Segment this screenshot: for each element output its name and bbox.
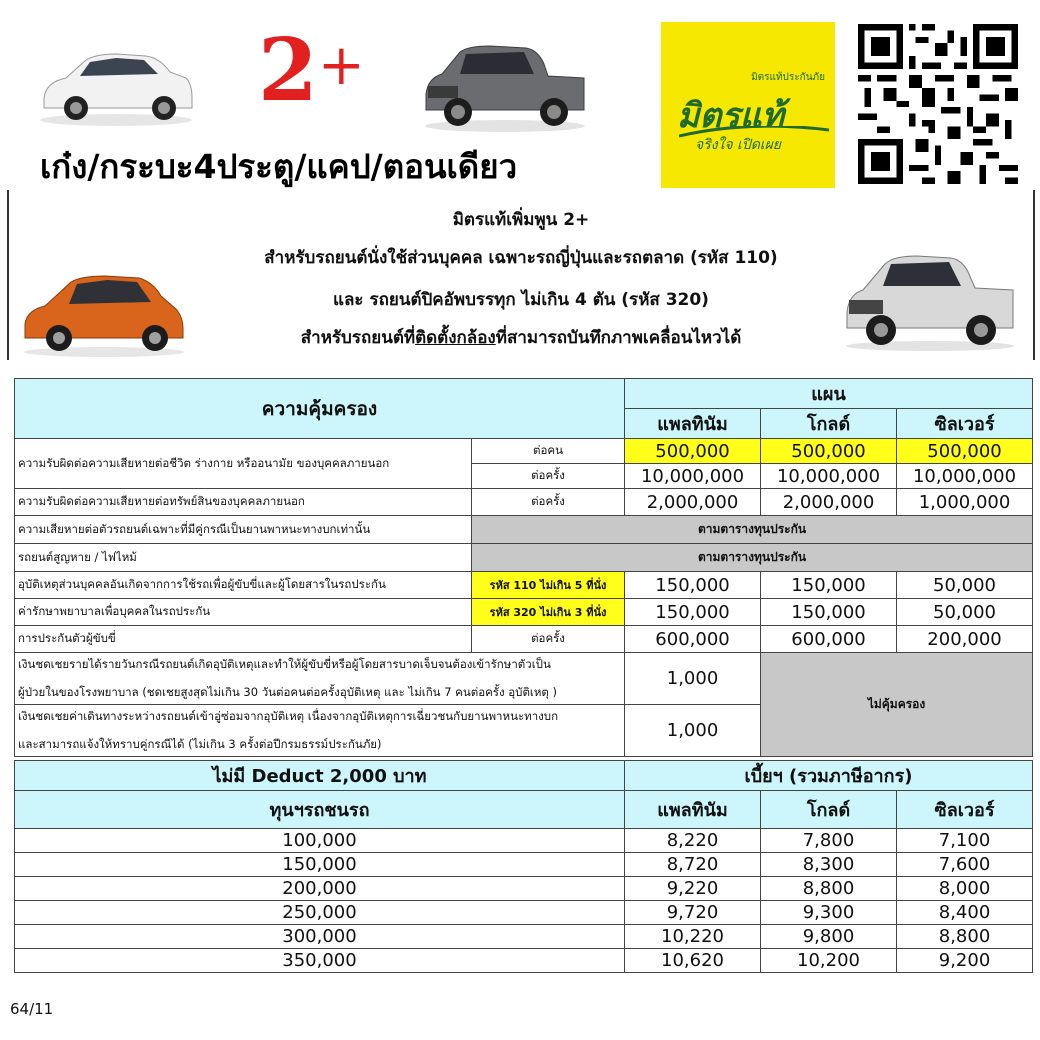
table-cell: 150,000 <box>15 853 625 877</box>
table-cell: 600,000 <box>761 626 897 653</box>
table-cell: 150,000 <box>625 572 761 599</box>
theft-fire-value: ตามตารางทุนประกัน <box>472 544 1033 572</box>
per-accident-unit: ต่อครั้ง <box>472 489 625 516</box>
table-cell: 150,000 <box>761 572 897 599</box>
table-cell: 8,800 <box>897 925 1033 949</box>
medical-expense-label: ค่ารักษาพยาบาลเพื่อบุคคลในรถประกัน <box>15 599 472 626</box>
table-cell: 2,000,000 <box>761 489 897 516</box>
table-cell: 10,620 <box>625 949 761 973</box>
table-cell: 10,200 <box>761 949 897 973</box>
table-cell: 7,800 <box>761 829 897 853</box>
own-damage-label: ความเสียหายต่อตัวรถยนต์เฉพาะที่มีคู่กรณีเป็นยานพาหนะทางบกเท่านั้น <box>15 516 472 544</box>
sedan-car-image <box>36 38 196 128</box>
table-cell: 500,000 <box>897 439 1033 464</box>
table-cell: 1,000 <box>625 705 761 757</box>
product-info-box <box>7 190 1035 360</box>
logo-small-text: มิตรแท้ประกันภัย <box>751 72 825 83</box>
table-cell: 8,300 <box>761 853 897 877</box>
per-accident-unit: ต่อครั้ง <box>472 464 625 489</box>
table-row <box>15 853 1033 877</box>
table-cell: 300,000 <box>15 925 625 949</box>
document-code: 64/11 <box>10 1000 54 1018</box>
table-cell: 10,220 <box>625 925 761 949</box>
plan-header: แผน <box>625 379 1033 409</box>
vehicle-types-headline: เก๋ง/กระบะ4ประตู/แคป/ตอนเดียว <box>40 147 518 186</box>
table-cell: 7,100 <box>897 829 1033 853</box>
plan-platinum-header: แพลทินัม <box>625 409 761 439</box>
table-cell: 350,000 <box>15 949 625 973</box>
sum-insured-header: ทุนฯรถชนรถ <box>15 791 625 829</box>
pickup-truck-image <box>420 38 590 133</box>
qr-code-icon[interactable] <box>858 24 1018 184</box>
table-cell: 10,000,000 <box>761 464 897 489</box>
not-covered-cell: ไม่คุ้มครอง <box>761 653 1033 757</box>
third-party-property-label: ความรับผิดต่อความเสียหายต่อทรัพย์สินของบุคคลภายนอก <box>15 489 472 516</box>
plan-platinum-header: แพลทินัม <box>625 791 761 829</box>
table-cell: 10,000,000 <box>625 464 761 489</box>
plan-silver-header: ซิลเวอร์ <box>897 409 1033 439</box>
coverage-table <box>14 378 1033 757</box>
camera-requirement-underlined: ติดตั้งกล้อง <box>415 328 496 348</box>
own-damage-value: ตามตารางทุนประกัน <box>472 516 1033 544</box>
table-row <box>15 877 1033 901</box>
table-cell: 500,000 <box>625 439 761 464</box>
table-cell: 600,000 <box>625 626 761 653</box>
table-cell: 9,800 <box>761 925 897 949</box>
premium-header: เบี้ยฯ (รวมภาษีอากร) <box>625 761 1033 791</box>
deductible-header: ไม่มี Deduct 2,000 บาท <box>15 761 625 791</box>
third-party-bodily-injury-label: ความรับผิดต่อความเสียหายต่อชีวิต ร่างกาย หรืออนามัย ของบุคคลภายนอก <box>15 439 472 489</box>
logo-swoosh-icon <box>679 126 829 138</box>
table-cell: 200,000 <box>897 626 1033 653</box>
coverage-header: ความคุ้มครอง <box>15 379 625 439</box>
table-cell: 200,000 <box>15 877 625 901</box>
per-accident-unit: ต่อครั้ง <box>472 626 625 653</box>
plan-silver-header: ซิลเวอร์ <box>897 791 1033 829</box>
table-cell: 8,220 <box>625 829 761 853</box>
plan-gold-header: โกลด์ <box>761 409 897 439</box>
plan-title: 2+ <box>258 20 365 121</box>
table-cell: 50,000 <box>897 599 1033 626</box>
plan-gold-header: โกลด์ <box>761 791 897 829</box>
table-cell: 2,000,000 <box>625 489 761 516</box>
table-row <box>15 925 1033 949</box>
table-cell: 500,000 <box>761 439 897 464</box>
premium-table <box>14 760 1033 973</box>
table-row <box>15 949 1033 973</box>
daily-income-compensation-label: เงินชดเชยรายได้รายวันกรณีรถยนต์เกิดอุบัติเหตุและทำให้ผู้ขับขี่หรือผู้โดยสารบาดเจ็บจนต้องเข้ารักษาตัวเป็น ผู้ป่วยในของโรงพยาบาล (ชดเชยสูงสุดไม่เกิน 30 วันต่อคนต่อครั้งอุบัติเหตุ และ ไม่เกิน 7 คนต่อครั้ง อุบัติเหตุ ) <box>15 653 625 705</box>
table-cell: 8,000 <box>897 877 1033 901</box>
company-logo <box>661 22 835 188</box>
table-cell: 100,000 <box>15 829 625 853</box>
travel-compensation-label: เงินชดเชยค่าเดินทางระหว่างรถยนต์เข้าอู่ซ่อมจากอุบัติเหตุ เนื่องจากอุบัติเหตุการเฉี่ยวชนกับยานพาหนะทางบก และสามารถแจ้งให้ทราบคู่กรณีได้ (ไม่เกิน 3 ครั้งต่อปีกรมธรรม์ประกันภัย) <box>15 705 625 757</box>
table-cell: 9,300 <box>761 901 897 925</box>
table-cell: 1,000,000 <box>897 489 1033 516</box>
product-name: มิตรแท้เพิ่มพูน 2+ <box>452 210 590 230</box>
logo-brand-text: มิตรแท้ <box>677 96 785 136</box>
table-cell: 9,200 <box>897 949 1033 973</box>
eligibility-line-1: สำหรับรถยนต์นั่งใช้ส่วนบุคคล เฉพาะรถญี่ปุ่นและรถตลาด (รหัส 110) <box>264 248 778 268</box>
table-row <box>15 901 1033 925</box>
seat-limit-320-badge: รหัส 320 ไม่เกิน 3 ที่นั่ง <box>472 599 625 626</box>
seat-limit-110-badge: รหัส 110 ไม่เกิน 5 ที่นั่ง <box>472 572 625 599</box>
per-person-unit: ต่อคน <box>472 439 625 464</box>
table-row <box>15 829 1033 853</box>
table-cell: 9,720 <box>625 901 761 925</box>
theft-fire-label: รถยนต์สูญหาย / ไฟไหม้ <box>15 544 472 572</box>
table-cell: 8,400 <box>897 901 1033 925</box>
table-cell: 8,720 <box>625 853 761 877</box>
table-cell: 1,000 <box>625 653 761 705</box>
table-cell: 150,000 <box>761 599 897 626</box>
table-cell: 250,000 <box>15 901 625 925</box>
personal-accident-label: อุบัติเหตุส่วนบุคคลอันเกิดจากการใช้รถเพื่อผู้ขับขี่และผู้โดยสารในรถประกัน <box>15 572 472 599</box>
table-cell: 150,000 <box>625 599 761 626</box>
table-cell: 8,800 <box>761 877 897 901</box>
table-cell: 7,600 <box>897 853 1033 877</box>
logo-slogan-text: จริงใจ เปิดเผย <box>695 137 782 153</box>
table-cell: 9,220 <box>625 877 761 901</box>
bail-bond-label: การประกันตัวผู้ขับขี่ <box>15 626 472 653</box>
table-cell: 10,000,000 <box>897 464 1033 489</box>
camera-requirement-line: สำหรับรถยนต์ที่ติดตั้งกล้องที่สามารถบันทึกภาพเคลื่อนไหวได้ <box>300 328 742 348</box>
table-cell: 50,000 <box>897 572 1033 599</box>
eligibility-line-2: และ รถยนต์ปิคอัพบรรทุก ไม่เกิน 4 ตัน (รหัส 320) <box>333 290 709 310</box>
